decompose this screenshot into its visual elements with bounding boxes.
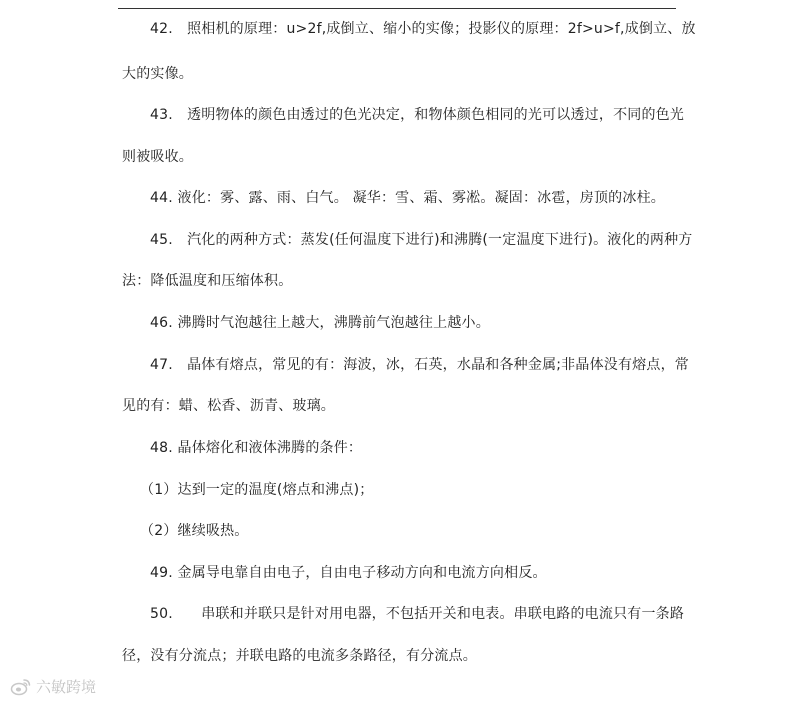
watermark-text: 六敏跨境 xyxy=(36,678,97,696)
item-45-line-2: 法：降低温度和压缩体积。 xyxy=(122,273,293,289)
item-42-line-2: 大的实像。 xyxy=(122,66,193,82)
item-48-line-1: 48. 晶体熔化和液体沸腾的条件： xyxy=(150,440,363,456)
item-50-line-2: 径，没有分流点；并联电路的电流多条路径，有分流点。 xyxy=(122,648,477,664)
item-50-line-1: 50. 串联和并联只是针对用电器，不包括开关和电表。串联电路的电流只有一条路 xyxy=(150,606,685,622)
weibo-style-logo-icon xyxy=(10,677,32,697)
watermark xyxy=(10,676,96,698)
item-47-line-2: 见的有：蜡、松香、沥青、玻璃。 xyxy=(122,398,335,414)
item-48-sub-1: （1）达到一定的温度(熔点和沸点)； xyxy=(140,482,374,498)
item-42-line-1: 42. 照相机的原理：u>2f,成倒立、缩小的实像；投影仪的原理：2f>u>f,成倒立、放 xyxy=(150,21,696,37)
top-divider xyxy=(118,8,676,9)
item-47-line-1: 47. 晶体有熔点，常见的有：海波，冰，石英，水晶和各种金属;非晶体没有熔点，常 xyxy=(150,357,689,373)
item-43-line-1: 43. 透明物体的颜色由透过的色光决定，和物体颜色相同的光可以透过，不同的色光 xyxy=(150,107,685,123)
item-43-line-2: 则被吸收。 xyxy=(122,149,193,165)
item-49-line-1: 49. 金属导电靠自由电子，自由电子移动方向和电流方向相反。 xyxy=(150,565,547,581)
item-46-line-1: 46. 沸腾时气泡越往上越大，沸腾前气泡越往上越小。 xyxy=(150,315,490,331)
item-45-line-1: 45. 汽化的两种方式：蒸发(任何温度下进行)和沸腾(一定温度下进行)。液化的两种方 xyxy=(150,232,693,248)
item-44-line-1: 44. 液化：雾、露、雨、白气。 凝华：雪、霜、雾凇。凝固：冰雹，房顶的冰柱。 xyxy=(150,190,665,206)
item-48-sub-2: （2）继续吸热。 xyxy=(140,523,249,539)
